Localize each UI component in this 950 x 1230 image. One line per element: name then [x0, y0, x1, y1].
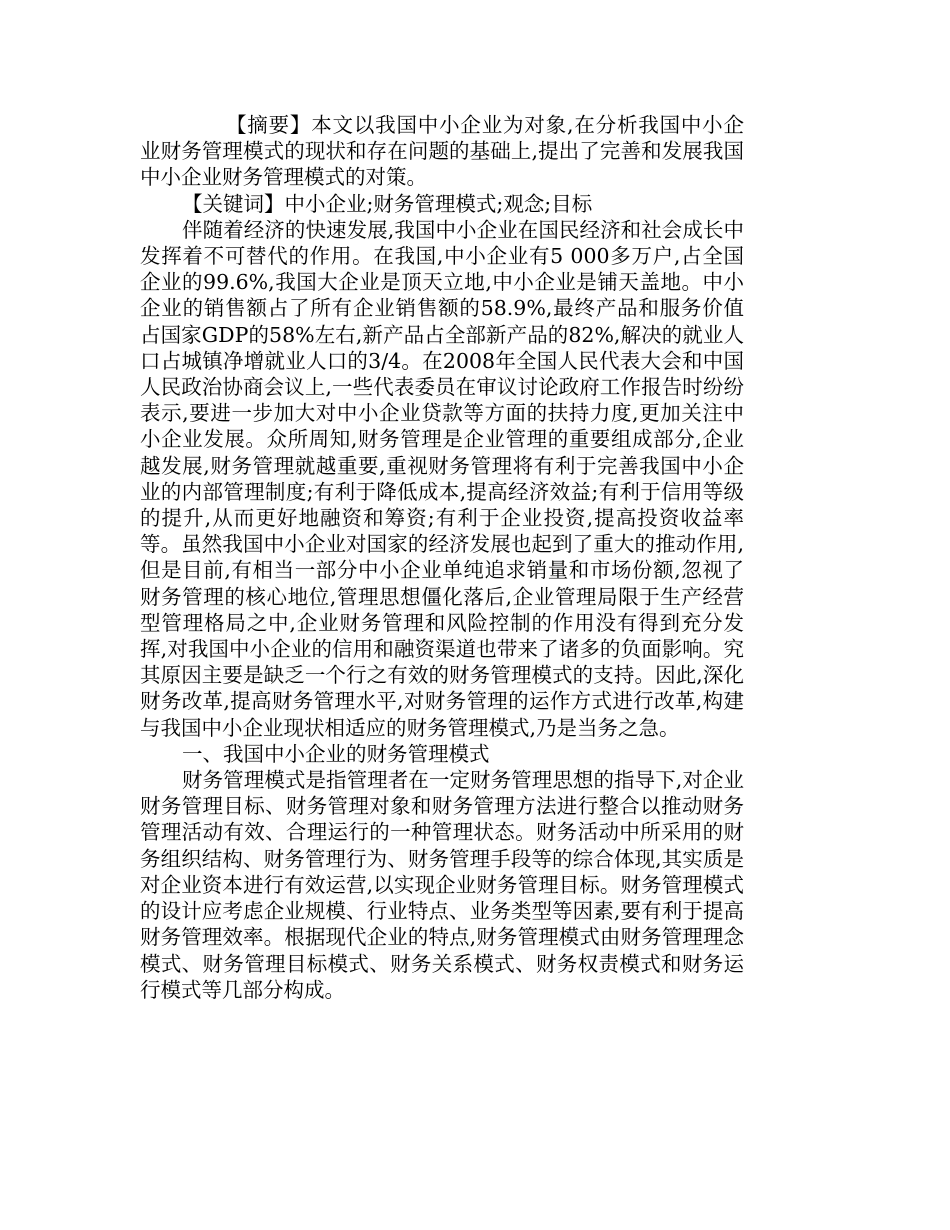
- section-paragraph: 财务管理模式是指管理者在一定财务管理思想的指导下,对企业财务管理目标、财务管理对象和财务管理方法进行整合以推动财务管理活动有效、合理运行的一种管理状态。财务活动中所采用的财务组织结构、财务管理行为、财务管理手段等的综合体现,其实质是对企业资本进行有效运营,以实现企业财务管理目标。财务管理模式的设计应考虑企业规模、行业特点、业务类型等因素,要有利于提高财务管理效率。根据现代企业的特点,财务管理模式由财务管理理念模式、财务管理目标模式、财务关系模式、财务权责模式和财务运行模式等几部分构成。: [140, 768, 744, 1002]
- intro-paragraph: 伴随着经济的快速发展,我国中小企业在国民经济和社会成长中发挥着不可替代的作用。在我国,中小企业有5 000多万户,占全国企业的99.6%,我国大企业是顶天立地,中小企业是铺天盖地。中小企业的销售额占了所有企业销售额的58.9%,最终产品和服务价值占国家GDP的58%左右,新产品占全部新产品的82%,解决的就业人口占城镇净增就业人口的3/4。在2008年全国人民代表大会和中国人民政治协商会议上,一些代表委员在审议讨论政府工作报告时纷纷表示,要进一步加大对中小企业贷款等方面的扶持力度,更加关注中小企业发展。众所周知,财务管理是企业管理的重要组成部分,企业越发展,财务管理就越重要,重视财务管理将有利于完善我国中小企业的内部管理制度;有利于降低成本,提高经济效益;有利于信用等级的提升,从而更好地融资和筹资;有利于企业投资,提高投资收益率等。虽然我国中小企业对国家的经济发展也起到了重大的推动作用,但是目前,有相当一部分中小企业单纯追求销量和市场份额,忽视了财务管理的核心地位,管理思想僵化落后,企业管理局限于生产经营型管理格局之中,企业财务管理和风险控制的作用没有得到充分发挥,对我国中小企业的信用和融资渠道也带来了诸多的负面影响。究其原因主要是缺乏一个行之有效的财务管理模式的支持。因此,深化财务改革,提高财务管理水平,对财务管理的运作方式进行改革,构建与我国中小企业现状相适应的财务管理模式,乃是当务之急。: [140, 217, 744, 740]
- section-heading: 一、我国中小企业的财务管理模式: [182, 741, 490, 766]
- abstract-paragraph: 【摘要】本文以我国中小企业为对象,在分析我国中小企业财务管理模式的现状和存在问题的基础上,提出了完善和发展我国中小企业财务管理模式的对策。: [140, 113, 744, 190]
- keywords-paragraph: 【关键词】中小企业;财务管理模式;观念;目标: [182, 191, 593, 216]
- document-body: [140, 112, 744, 1003]
